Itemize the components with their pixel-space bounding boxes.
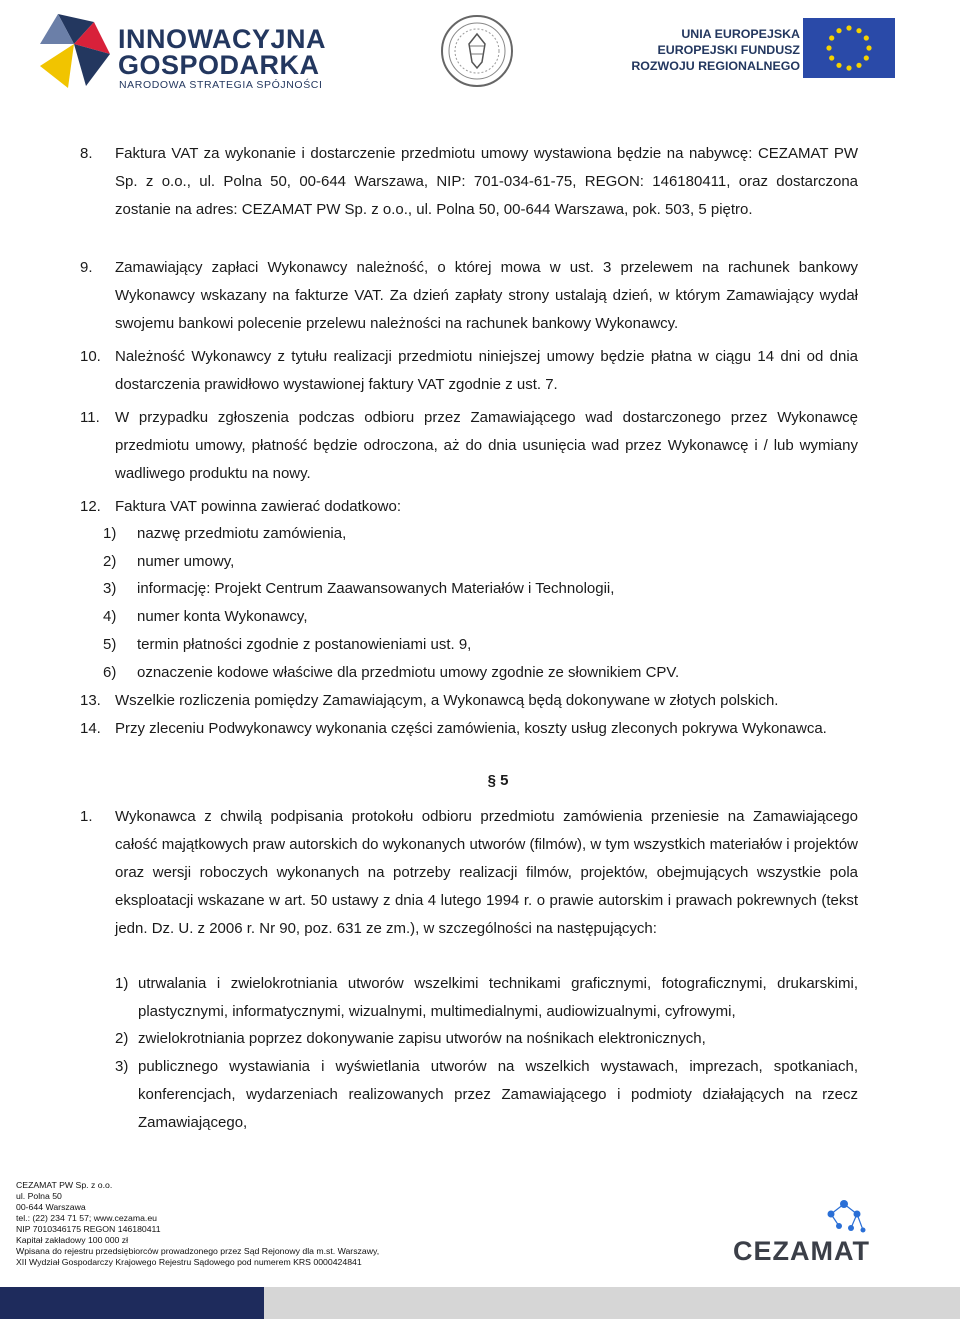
eu-logo-text xyxy=(628,26,800,74)
subitem-text: nazwę przedmiotu zamówienia, xyxy=(137,525,347,542)
section-title xyxy=(0,772,960,789)
paragraph-9: Zamawiający zapłaci Wykonawcy należność, o której mowa w ust. 3 przelewem na rachunek bankowy Wykonawcy wskazany na fakturze VAT. Za dzień zapłaty strony ustalają dzień, w którym Zamawiający wydał swojemu bankowi polecenie przelewu należności na rachunek bankowy Wykonawcy. xyxy=(115,259,858,332)
footer-line: CEZAMAT PW Sp. z o.o. xyxy=(16,1180,113,1190)
item-number: 1. xyxy=(80,808,93,825)
molecule-icon xyxy=(819,1198,869,1238)
item-number: 10. xyxy=(80,348,101,365)
subitem-number: 4) xyxy=(103,608,117,625)
footer-company-info xyxy=(16,1180,379,1268)
eu-text-line1: UNIA EUROPEJSKA xyxy=(681,27,800,41)
subitem-number: 3) xyxy=(103,580,117,597)
subitem-text: termin płatności zgodnie z postanowieniami ust. 9, xyxy=(137,636,472,653)
item-number: 9. xyxy=(80,259,93,276)
subitem-number: 2) xyxy=(115,1030,129,1047)
footer-line: Kapitał zakładowy 100 000 zł xyxy=(16,1235,129,1245)
subitem-number: 1) xyxy=(115,975,129,992)
star-logo-icon xyxy=(36,4,116,92)
paragraph-10: Należność Wykonawcy z tytułu realizacji przedmiotu niniejszej umowy będzie płatna w ciągu 14 dni od dnia dostarczenia prawidłowo wystawionej faktury VAT zgodnie z ust. 7. xyxy=(115,348,858,393)
footer-line: ul. Polna 50 xyxy=(16,1191,62,1201)
eu-text-line2: EUROPEJSKI FUNDUSZ xyxy=(657,43,800,57)
subitem-number: 2) xyxy=(103,553,117,570)
footer-line: XII Wydział Gospodarczy Krajowego Rejestru Sądowego pod numerem KRS 0000424841 xyxy=(16,1257,362,1267)
footer-bar-accent xyxy=(0,1287,264,1319)
page-header xyxy=(0,0,960,100)
item-number: 14. xyxy=(80,720,101,737)
subitem-number: 3) xyxy=(115,1058,129,1075)
logo-text-line1: INNOWACYJNA xyxy=(118,24,327,54)
innowacyjna-gospodarka-logo xyxy=(36,4,336,94)
subitem-number: 6) xyxy=(103,664,117,681)
subitem-number: 1) xyxy=(103,525,117,542)
footer-line: 00-644 Warszawa xyxy=(16,1202,86,1212)
paragraph-14: Przy zleceniu Podwykonawcy wykonania części zamówienia, koszty usług zleconych pokrywa Wykonawca. xyxy=(115,720,827,737)
paragraph-11: W przypadku zgłoszenia podczas odbioru przez Zamawiającego wad dostarczonego przez Wykonawcę przedmiotu umowy, płatność będzie odroczona, aż do dnia usunięcia wad przez Wykonawcę i / lub wymiany wadliwego produktu na nowy. xyxy=(115,409,858,482)
subitem-number: 5) xyxy=(103,636,117,653)
paragraph-13: Wszelkie rozliczenia pomiędzy Zamawiającym, a Wykonawcą będą dokonywane w złotych polskich. xyxy=(115,692,779,709)
footer-line: Wpisana do rejestru przedsiębiorców prowadzonego przez Sąd Rejonowy dla m.st. Warszawy, xyxy=(16,1246,380,1256)
paragraph-12: Faktura VAT powinna zawierać dodatkowo: xyxy=(115,498,401,515)
item-number: 8. xyxy=(80,145,93,162)
logo-text-line3: NARODOWA STRATEGIA SPÓJNOŚCI xyxy=(119,79,323,91)
subitem-text: utrwalania i zwielokrotniania utworów wszelkimi technikami graficznymi, fotograficznymi, drukarskimi, plastycznymi, informatycznymi, wizualnymi, multimedialnymi, audiowizualnymi, cyfrowymi, xyxy=(138,975,858,1020)
paragraph-8: Faktura VAT za wykonanie i dostarczenie przedmiotu umowy wystawiona będzie na nabywcę: CEZAMAT PW Sp. z o.o., ul. Polna 50, 00-644 Warszawa, NIP: 701-034-61-75, REGON: 146180411, oraz dostarczona zostanie na adres: CEZAMAT PW Sp. z o.o., ul. Polna 50, 00-644 Warszawa, pok. 503, 5 piętro. xyxy=(115,145,858,218)
paragraph-s5-1: Wykonawca z chwilą podpisania protokołu odbioru przedmiotu zamówienia przeniesie na Zamawiającego całość majątkowych praw autorskich do wykonanych utworów (filmów), w tym wszystkich materiałów i projektów oraz wersji roboczych wykonanych na potrzeby realizacji filmów, projektów, obejmujących wszystkie pola eksploatacji wskazane w art. 50 ustawy z dnia 4 lutego 1994 r. o prawie autorskim i prawach pokrewnych (tekst jedn. Dz. U. z 2006 r. Nr 90, poz. 631 ze zm.), w szczególności na następujących: xyxy=(115,808,858,937)
subitem-text: numer konta Wykonawcy, xyxy=(137,608,308,625)
subitem-text: oznaczenie kodowe właściwe dla przedmiotu umowy zgodnie ze słownikiem CPV. xyxy=(137,664,680,681)
item-number: 12. xyxy=(80,498,101,515)
eu-flag-icon xyxy=(803,18,895,78)
footer-line: tel.: (22) 234 71 57; www.cezama.eu xyxy=(16,1213,158,1223)
item-number: 11. xyxy=(80,409,100,426)
cezamat-logo xyxy=(733,1198,893,1268)
footer-line: NIP 7010346175 REGON 146180411 xyxy=(16,1224,161,1234)
section-title-text: § 5 xyxy=(487,772,509,789)
subitem-text: informację: Projekt Centrum Zaawansowanych Materiałów i Technologii, xyxy=(137,580,615,597)
logo-text-line2: GOSPODARKA xyxy=(118,50,320,80)
university-seal-icon xyxy=(440,14,514,88)
item-number: 13. xyxy=(80,692,101,709)
eu-text-line3: ROZWOJU REGIONALNEGO xyxy=(631,59,800,73)
cezamat-logo-text: CEZAMAT xyxy=(733,1236,870,1266)
subitem-text: numer umowy, xyxy=(137,553,235,570)
subitem-text: publicznego wystawiania i wyświetlania utworów na wszelkich wystawach, imprezach, spotkaniach, konferencjach, wydarzeniach realizowanych przez Zamawiającego i podmioty działających na rzecz Zamawiającego, xyxy=(138,1058,858,1131)
subitem-text: zwielokrotniania poprzez dokonywanie zapisu utworów na nośnikach elektronicznych, xyxy=(138,1030,706,1047)
